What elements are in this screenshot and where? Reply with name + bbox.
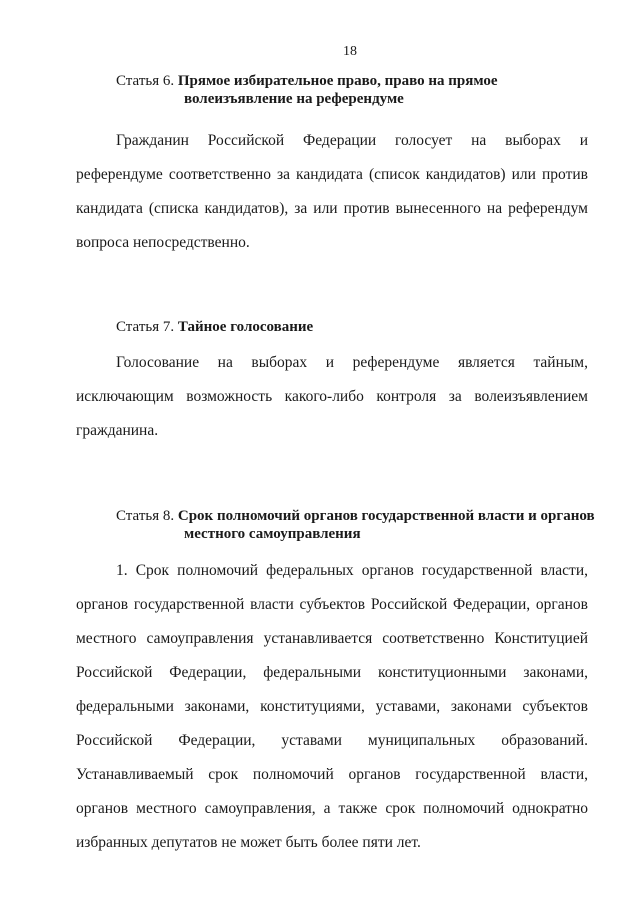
article-7-label: Статья 7. (116, 319, 175, 335)
article-8-paragraph-text: 1. Срок полномочий федеральных органов государственной власти, органов государственной власти субъектов Российской Федерации, органов местного самоуправления устанавливается соответственно Конституцией Российской Федерации, федеральными конституционными законами, федеральными законами, конституциями, уставами, законами субъектов Российской Федерации, уставами муниципальных образований. Устанавливаемый срок полномочий органов государственной власти, органов местного самоуправления, а также срок полномочий однократно избранных депутатов не может быть более пяти лет. (76, 562, 588, 851)
page-number: 18 (343, 44, 357, 59)
article-7-paragraph (76, 346, 588, 448)
article-8-title-cont: местного самоуправления (184, 526, 361, 542)
article-6-title: Прямое избирательное право, право на прямое (177, 73, 498, 89)
article-8-title: Срок полномочий органов государственной власти и органов (177, 508, 595, 524)
article-7-paragraph-text: Голосование на выборах и референдуме является тайным, исключающим возможность какого-либо контроля за волеизъявлением гражданина. (76, 354, 588, 439)
article-7-heading (116, 318, 313, 336)
article-7-title: Тайное голосование (177, 319, 314, 335)
article-6-paragraph (76, 124, 588, 260)
article-6-paragraph-text: Гражданин Российской Федерации голосует на выборах и референдуме соответственно за кандидата (список кандидатов) или против кандидата (списка кандидатов), за или против вынесенного на референдум вопроса непосредственно. (76, 132, 588, 251)
article-6-title-cont: волеизъявление на референдуме (184, 91, 404, 107)
article-8-heading (116, 507, 595, 543)
article-6-label: Статья 6. (116, 73, 175, 89)
article-6-heading (116, 72, 498, 108)
article-8-label: Статья 8. (116, 508, 175, 524)
article-8-paragraph (76, 554, 588, 860)
